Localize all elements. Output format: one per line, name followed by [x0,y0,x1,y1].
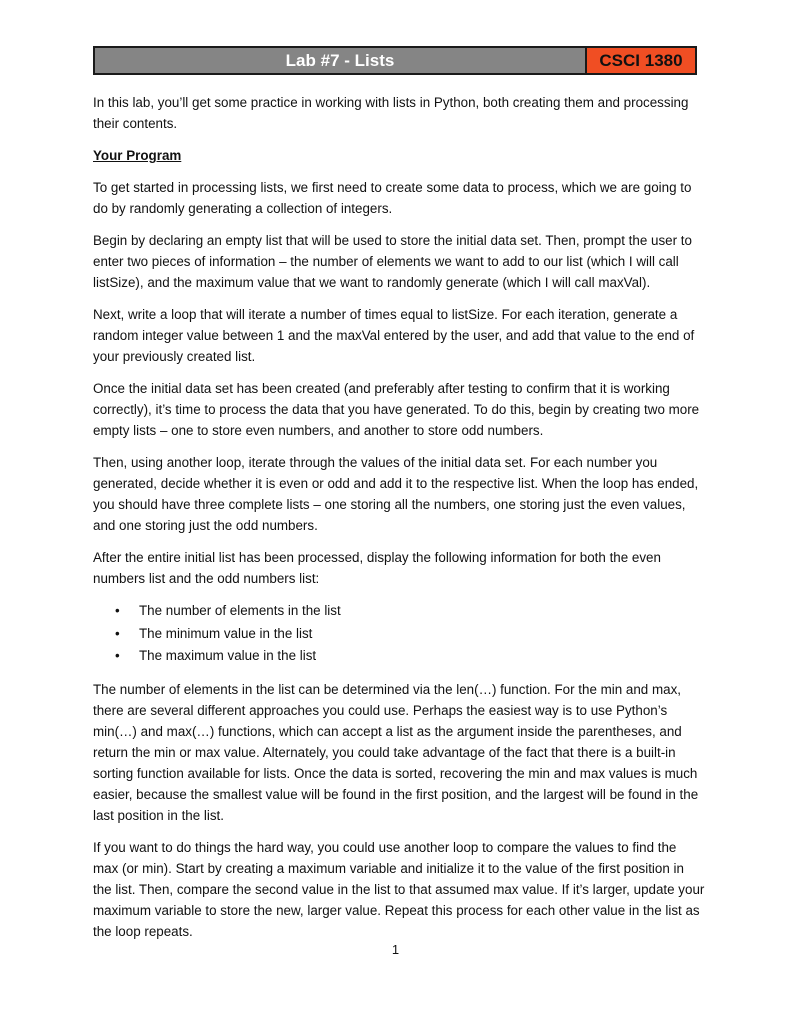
paragraph: Then, using another loop, iterate through the values of the initial data set. For each number you generated, decide whether it is even or odd and add it to the respective list. When the loop has ended, you should have three complete lists – one storing all the numbers, one storing just the even values, and one storing just the odd numbers. [93,455,699,533]
paragraph: Once the initial data set has been created (and preferably after testing to confirm that it is working correctly), it’s time to process the data that you have generated. To do this, begin by creating two more empty lists – one to store even numbers, and another to store odd numbers. [93,381,700,438]
list-item [93,600,705,623]
document-body [93,92,705,953]
document-header [93,46,697,75]
paragraph: If you want to do things the hard way, you could use another loop to compare the values to find the max (or min). Start by creating a maximum variable and initialize it to the value of the first position in the list. Then, compare the second value in the list to that assumed max value. If it’s larger, update your maximum variable to store the new, larger value. Repeat this process for each other value in the list as the loop repeats. [93,839,705,939]
page-number: 1 [391,942,400,957]
bullet-icon: • [115,648,120,663]
course-code: CSCI 1380 [587,48,695,73]
paragraph: After the entire initial list has been processed, display the following information for both the even numbers list and the odd numbers list: [93,550,661,586]
bullet-icon: • [115,603,120,618]
list-item [93,623,705,646]
list-item-text: The minimum value in the list [139,625,313,641]
bullet-icon: • [115,625,120,641]
paragraph: Begin by declaring an empty list that will be used to store the initial data set. Then, prompt the user to enter two pieces of information – the number of elements we want to add to our list (which I will call listSize), and the maximum value that we want to randomly generate (which I will call maxVal). [93,233,692,290]
paragraph: The number of elements in the list can be determined via the len(…) function. For the min and max, there are several different approaches you could use. Perhaps the easiest way is to use Python’s min(…) and max(…) functions, which can accept a list as the argument inside the parentheses, and return the min or max value. Alternately, you could take advantage of the fact that there is a built-in sorting function available for lists. Once the data is sorted, recovering the min and max values is much easier, because the smallest value will be found in the first position, and the largest will be found in the last position in the list. [93,681,699,823]
list-item [93,645,705,668]
section-heading: Your Program [93,148,182,163]
lab-title: Lab #7 - Lists [95,48,587,73]
list-item-text: The number of elements in the list [139,603,341,618]
paragraph: Next, write a loop that will iterate a number of times equal to listSize. For each iteration, generate a random integer value between 1 and the maxVal entered by the user, and add that value to the end of your previously created list. [93,307,695,364]
list-item-text: The maximum value in the list [139,648,317,663]
paragraph: To get started in processing lists, we first need to create some data to process, which we are going to do by randomly generating a collection of integers. [93,180,692,216]
intro-paragraph: In this lab, you’ll get some practice in working with lists in Python, both creating them and processing their contents. [93,95,689,131]
bullet-list [93,600,705,668]
